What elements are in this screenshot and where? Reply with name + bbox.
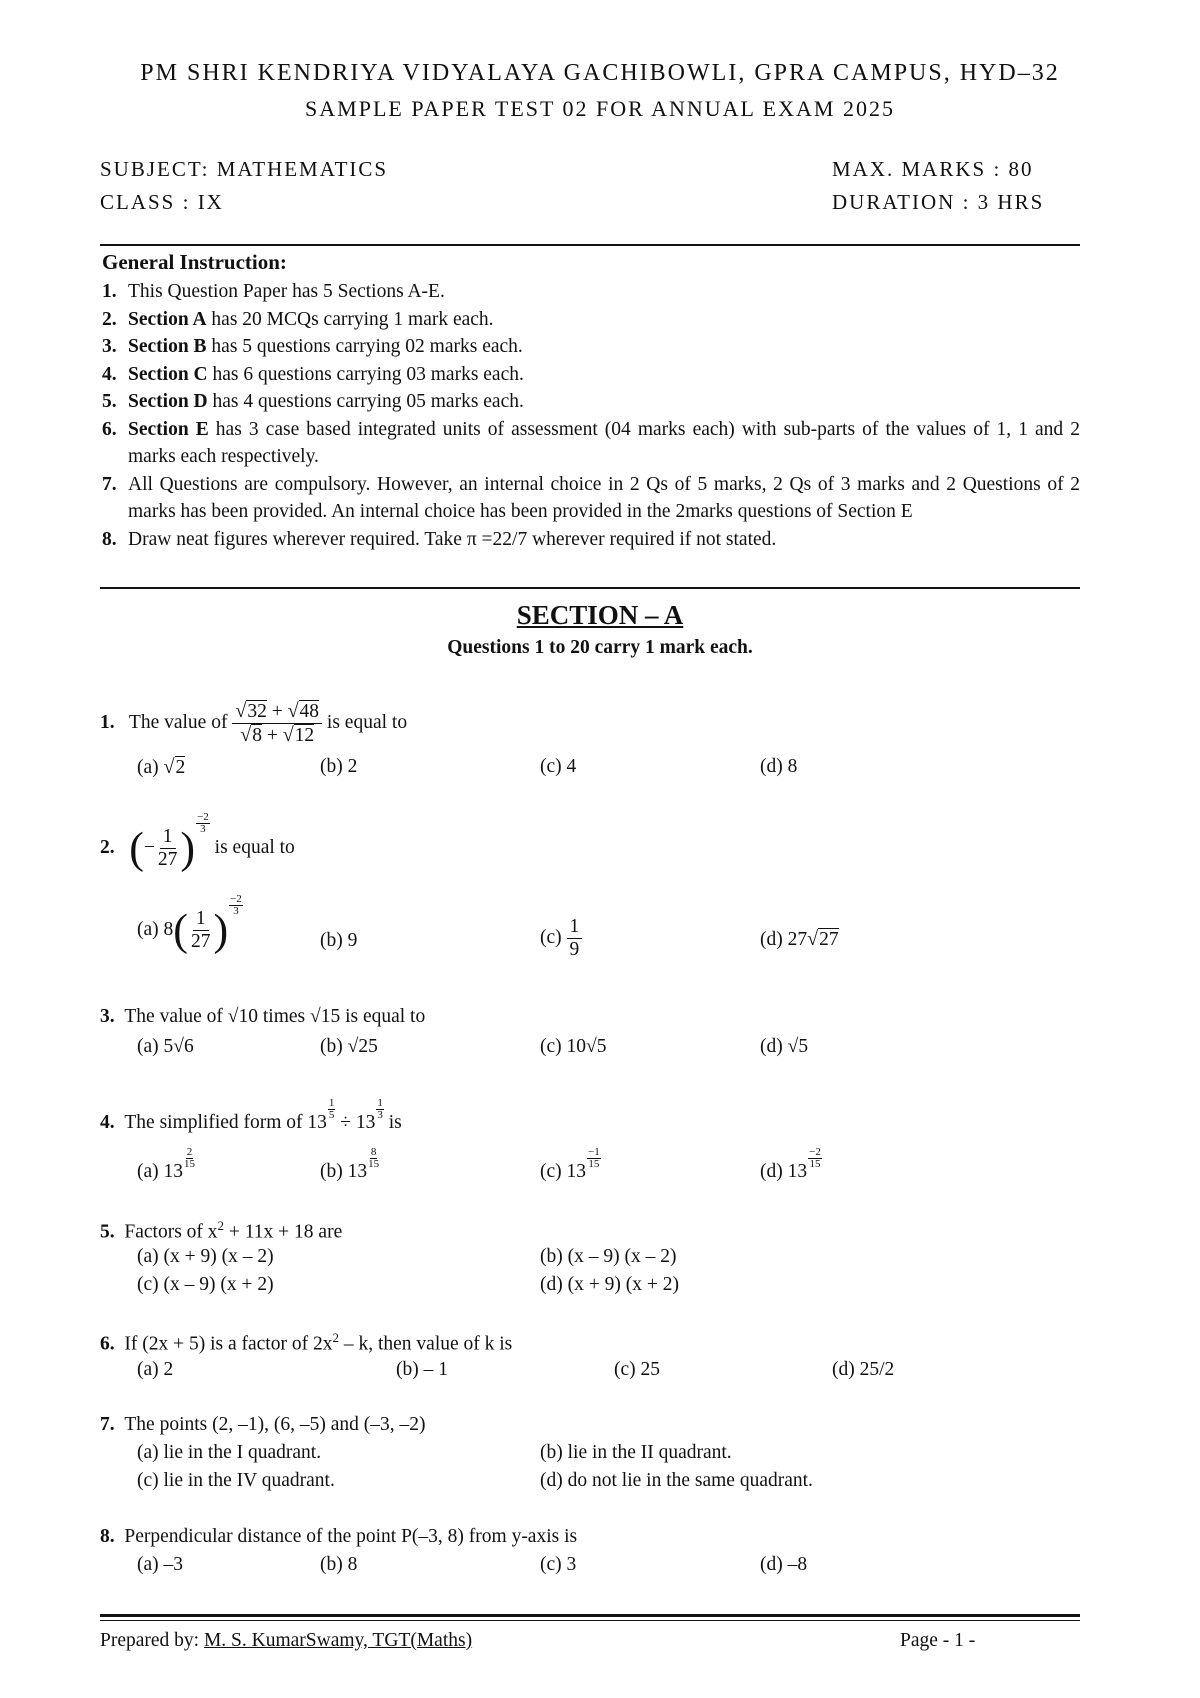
q4-option-a[interactable]: (a) 13 $\frac{2}{15}$ [137, 1146, 196, 1182]
school-name: PM SHRI KENDRIYA VIDYALAYA GACHIBOWLI, GPRA CAMPUS, HYD–32 [140, 60, 1060, 86]
q4-option-c[interactable]: (c) 13 $\frac{-1}{15}$ [540, 1146, 600, 1182]
q6-option-d[interactable]: (d) 25/2 [832, 1359, 895, 1380]
duration-label: DURATION : 3 HRS [832, 190, 1045, 214]
q1-fraction: $\frac{√32 + √48}{√8 + √12}$ [232, 700, 322, 747]
instruction-item: 5. Section D has 4 questions carrying 05 marks each. [102, 391, 524, 412]
footer-divider-thick [100, 1614, 1080, 1617]
q8-option-c[interactable]: (c) 3 [540, 1554, 577, 1575]
q1-option-d[interactable]: (d) 8 [760, 756, 798, 777]
footer-prepared-by: Prepared by: M. S. KumarSwamy, TGT(Maths) [100, 1630, 473, 1651]
q8-option-b[interactable]: (b) 8 [320, 1554, 358, 1575]
q1-option-a[interactable]: (a) √2 [137, 756, 186, 778]
instruction-item: 4. Section C has 6 questions carrying 03 marks each. [102, 363, 524, 385]
q2-option-c[interactable]: (c) $\frac{1}{9}$ [540, 916, 582, 961]
q5-option-a[interactable]: (a) (x + 9) (x – 2) [137, 1246, 274, 1267]
q5-option-d[interactable]: (d) (x + 9) (x + 2) [540, 1274, 679, 1295]
q3-option-d[interactable]: (d) √5 [760, 1036, 809, 1057]
author-name: M. S. KumarSwamy, TGT(Maths) [203, 1630, 473, 1651]
q5-option-b[interactable]: (b) (x – 9) (x – 2) [540, 1246, 677, 1267]
q3-option-c[interactable]: (c) 10√5 [540, 1036, 607, 1057]
instruction-item: 7. All Questions are compulsory. However, an internal choice in 2 Qs of 5 marks, 2 Qs of 3 marks and 2 Questions of 2 marks has been provided. An internal choice has been provided in the 2marks questions of Section E [102, 473, 1080, 522]
header-divider [100, 244, 1080, 246]
q1-option-b[interactable]: (b) 2 [320, 756, 358, 777]
question-6: 6. If (2x + 5) is a factor of $2x^2$ – k, then value of k is [100, 1330, 513, 1355]
q7-option-a[interactable]: (a) lie in the I quadrant. [137, 1442, 322, 1463]
section-subtitle: Questions 1 to 20 carry 1 mark each. [447, 637, 753, 658]
instruction-item: 2. Section A has 20 MCQs carrying 1 mark each. [102, 308, 494, 330]
q1-option-c[interactable]: (c) 4 [540, 756, 577, 777]
q4-option-d[interactable]: (d) 13 $\frac{-2}{15}$ [760, 1146, 821, 1182]
section-title: SECTION – A [516, 600, 684, 630]
q6-option-c[interactable]: (c) 25 [614, 1359, 661, 1380]
q8-option-d[interactable]: (d) –8 [760, 1554, 808, 1575]
question-5: 5. Factors of $x^2 + 11x + 18$ are [100, 1218, 343, 1243]
subject-label: SUBJECT: MATHEMATICS [100, 157, 389, 181]
q6-option-a[interactable]: (a) 2 [137, 1359, 174, 1380]
instructions-divider [100, 587, 1080, 589]
exam-title: SAMPLE PAPER TEST 02 FOR ANNUAL EXAM 2025 [305, 96, 895, 121]
q2-option-d[interactable]: (d) 27√27 [760, 928, 839, 950]
page-number: Page - 1 - [900, 1630, 976, 1651]
q5-option-c[interactable]: (c) (x – 9) (x + 2) [137, 1274, 274, 1295]
q7-option-d[interactable]: (d) do not lie in the same quadrant. [540, 1470, 813, 1491]
q4-option-b[interactable]: (b) 13 $\frac{8}{15}$ [320, 1146, 380, 1182]
max-marks-label: MAX. MARKS : 80 [832, 157, 1034, 181]
class-label: CLASS : IX [100, 190, 224, 214]
question-1: 1. The value of $\frac{√32 + √48}{√8 + √12}$ is equal to [100, 700, 408, 746]
q3-option-a[interactable]: (a) 5√6 [137, 1036, 194, 1057]
q2-option-b[interactable]: (b) 9 [320, 930, 358, 951]
q6-option-b[interactable]: (b) – 1 [396, 1359, 448, 1380]
question-2: 2. (− $\frac{1}{27}$ ) $\frac{-2}{3}$ is equal to [100, 811, 295, 873]
q7-option-b[interactable]: (b) lie in the II quadrant. [540, 1442, 732, 1463]
question-8: 8. Perpendicular distance of the point P(–3, 8) from y-axis is [100, 1526, 578, 1547]
footer-divider-thin [100, 1620, 1080, 1621]
instruction-item: 3. Section B has 5 questions carrying 02 marks each. [102, 336, 523, 357]
q7-option-c[interactable]: (c) lie in the IV quadrant. [137, 1470, 335, 1491]
question-4: 4. The simplified form of 13 $\frac{1}{5}$ ÷ 13 $\frac{1}{3}$ is [100, 1097, 402, 1133]
q3-option-b[interactable]: (b) √25 [320, 1036, 378, 1057]
instructions-title: General Instruction: [102, 250, 287, 274]
q8-option-a[interactable]: (a) –3 [137, 1554, 184, 1575]
instruction-item: 1. This Question Paper has 5 Sections A-E. [102, 281, 445, 302]
question-3: 3. The value of √10 times √15 is equal to [100, 1006, 426, 1027]
instruction-item: 6. Section E has 3 case based integrated units of assessment (04 marks each) with sub-parts of the values of 1, 1 and 2 marks each respectively. [102, 418, 1080, 467]
question-7: 7. The points (2, –1), (6, –5) and (–3, –2) [100, 1414, 426, 1435]
q2-option-a[interactable]: (a) 8( $\frac{1}{27}$ ) $\frac{-2}{3}$ [137, 893, 242, 955]
instructions-list [102, 278, 1080, 553]
instruction-item: 8. Draw neat figures wherever required. Take π =22/7 wherever required if not stated. [102, 528, 777, 550]
